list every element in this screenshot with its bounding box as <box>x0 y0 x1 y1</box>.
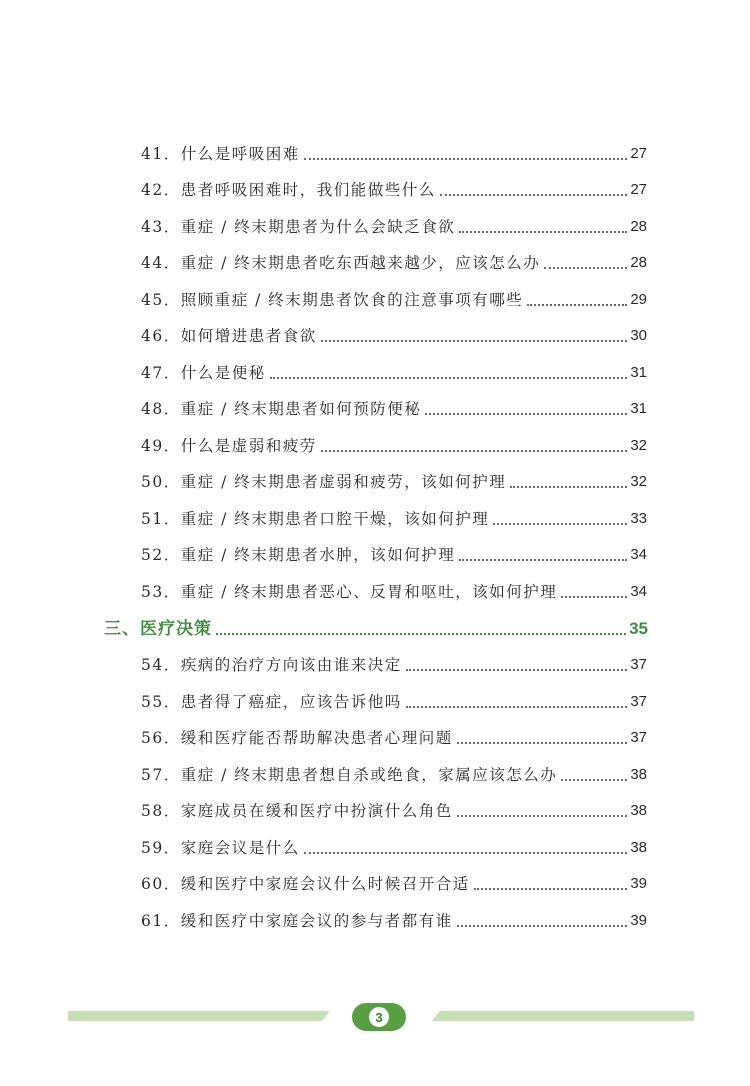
toc-entry[interactable] <box>141 215 647 239</box>
toc-entry[interactable] <box>141 799 647 823</box>
toc-entry[interactable] <box>141 543 647 567</box>
toc-section-heading[interactable] <box>104 617 648 641</box>
footer-bar-right <box>432 1011 694 1021</box>
toc-entry-page: 34 <box>630 546 647 563</box>
toc-entry[interactable] <box>141 580 647 604</box>
toc-entry-page: 38 <box>630 839 647 856</box>
leader-dots <box>457 925 628 927</box>
toc-entry-title: 47．什么是便秘 <box>141 364 266 382</box>
toc-entry[interactable] <box>141 909 647 933</box>
leader-dots <box>544 267 627 269</box>
toc-entry[interactable] <box>141 251 647 275</box>
toc-entry-title: 59．家庭会议是什么 <box>141 839 300 857</box>
toc-entry[interactable] <box>141 872 647 896</box>
toc-entry-title: 48．重症 / 终末期患者如何预防便秘 <box>141 400 422 418</box>
toc-entry[interactable] <box>141 726 647 750</box>
toc-entry-title: 44．重症 / 终末期患者吃东西越来越少，应该怎么办 <box>141 254 541 272</box>
toc-entry-title: 45．照顾重症 / 终末期患者饮食的注意事项有哪些 <box>141 291 524 309</box>
leader-dots <box>457 742 628 744</box>
leader-dots <box>459 231 627 233</box>
toc-entry-page: 38 <box>630 766 647 783</box>
leader-dots <box>425 413 627 415</box>
leader-dots <box>406 669 628 671</box>
leader-dots <box>270 377 628 379</box>
toc-entry-page: 37 <box>630 656 647 673</box>
toc-entry[interactable] <box>141 836 647 860</box>
toc-entry-page: 28 <box>630 218 647 235</box>
toc-entry[interactable] <box>141 324 647 348</box>
leader-dots <box>440 194 628 196</box>
toc-entry-title: 50．重症 / 终末期患者虚弱和疲劳，该如何护理 <box>141 473 507 491</box>
toc-entry-title: 46．如何增进患者食欲 <box>141 327 317 345</box>
toc-entry-page: 27 <box>630 145 647 162</box>
toc-entry-page: 30 <box>630 327 647 344</box>
toc-entry[interactable] <box>141 763 647 787</box>
leader-dots <box>474 888 628 890</box>
leader-dots <box>406 706 628 708</box>
toc-entry-page: 39 <box>630 912 647 929</box>
page-number: 3 <box>369 1007 389 1027</box>
toc-entry-title: 49．什么是虚弱和疲劳 <box>141 437 317 455</box>
toc-entry-page: 37 <box>630 729 647 746</box>
toc-entry-page: 27 <box>630 181 647 198</box>
toc-entry-title: 52．重症 / 终末期患者水肿，该如何护理 <box>141 546 456 564</box>
toc-entry-title: 54．疾病的治疗方向该由谁来决定 <box>141 656 402 674</box>
leader-dots <box>304 852 628 854</box>
section-title: 三、医疗决策 <box>104 619 212 639</box>
leader-dots <box>527 304 627 306</box>
toc-entry[interactable] <box>141 653 647 677</box>
toc-entry-page: 32 <box>630 437 647 454</box>
toc-entry-title: 57．重症 / 终末期患者想自杀或绝食，家属应该怎么办 <box>141 766 558 784</box>
toc-entry-page: 34 <box>630 583 647 600</box>
leader-dots <box>493 523 627 525</box>
page-number-badge <box>352 1003 406 1031</box>
toc-entry-title: 58．家庭成员在缓和医疗中扮演什么角色 <box>141 802 453 820</box>
toc-entry-title: 51．重症 / 终末期患者口腔干燥，该如何护理 <box>141 510 490 528</box>
leader-dots <box>457 815 628 817</box>
toc-entry[interactable] <box>141 507 647 531</box>
toc-entry-page: 31 <box>630 364 647 381</box>
toc-entry-page: 32 <box>630 473 647 490</box>
toc-entry-title: 43．重症 / 终末期患者为什么会缺乏食欲 <box>141 218 456 236</box>
toc-entry-page: 31 <box>630 400 647 417</box>
toc-entry-page: 28 <box>630 254 647 271</box>
section-page: 35 <box>629 619 648 638</box>
toc-entry-page: 37 <box>630 693 647 710</box>
toc-entry-title: 41．什么是呼吸困难 <box>141 145 300 163</box>
toc-entry-page: 38 <box>630 802 647 819</box>
leader-dots <box>459 559 627 561</box>
toc-entry[interactable] <box>141 361 647 385</box>
toc-entry-title: 42．患者呼吸困难时，我们能做些什么 <box>141 181 436 199</box>
toc-entry-page: 33 <box>630 510 647 527</box>
toc-entry[interactable] <box>141 178 647 202</box>
toc-entry-title: 55．患者得了癌症，应该告诉他吗 <box>141 693 402 711</box>
toc-entry-title: 53．重症 / 终末期患者恶心、反胃和呕吐，该如何护理 <box>141 583 558 601</box>
leader-dots <box>510 486 627 488</box>
toc-entry[interactable] <box>141 397 647 421</box>
toc-entry-title: 61．缓和医疗中家庭会议的参与者都有谁 <box>141 912 453 930</box>
leader-dots <box>304 158 628 160</box>
leader-dots <box>216 633 626 635</box>
leader-dots <box>321 450 628 452</box>
toc-entry[interactable] <box>141 288 647 312</box>
leader-dots <box>321 340 628 342</box>
toc-entry-page: 39 <box>630 875 647 892</box>
leader-dots <box>561 779 627 781</box>
toc-entry-title: 56．缓和医疗能否帮助解决患者心理问题 <box>141 729 453 747</box>
toc-entry[interactable] <box>141 142 647 166</box>
toc-entry-title: 60．缓和医疗中家庭会议什么时候召开合适 <box>141 875 470 893</box>
footer-bar-left <box>68 1011 330 1021</box>
toc-entry[interactable] <box>141 434 647 458</box>
toc-entry[interactable] <box>141 470 647 494</box>
leader-dots <box>561 596 627 598</box>
toc-entry-page: 29 <box>630 291 647 308</box>
toc-entry[interactable] <box>141 690 647 714</box>
